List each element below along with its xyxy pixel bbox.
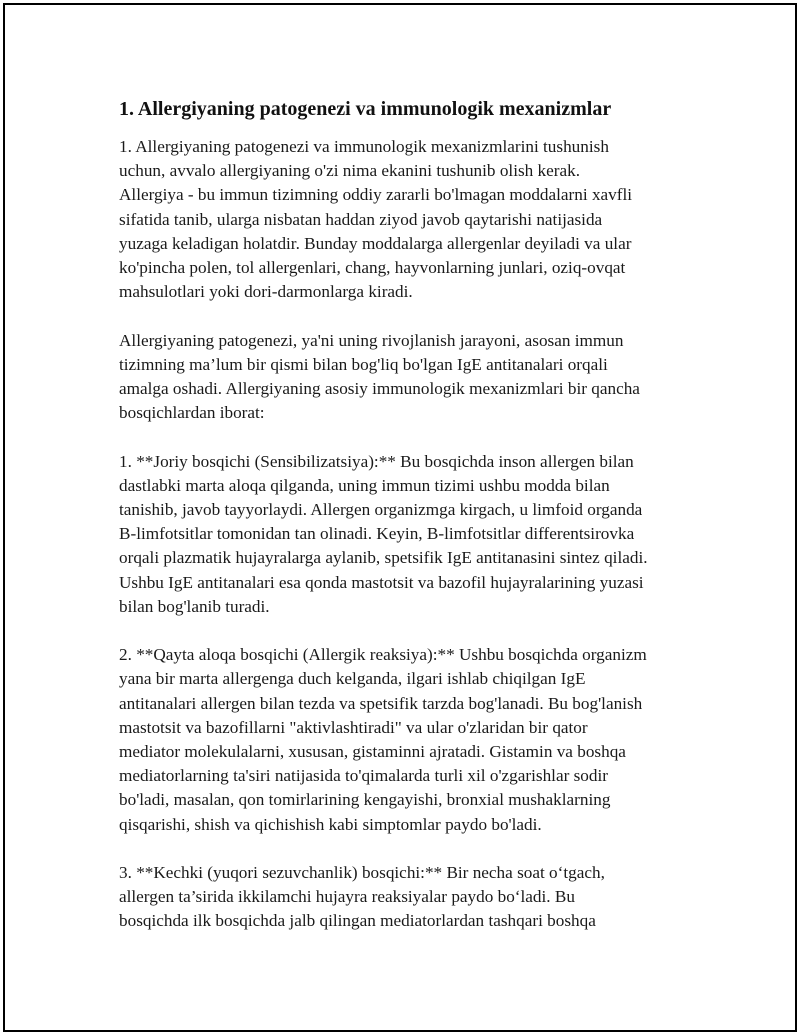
paragraph-stage-2: 2. **Qayta aloqa bosqichi (Allergik reaksiya):** Ushbu bosqichda organizm yana bir marta allergenga duch kelganda, ilgari ishlab chiqilgan IgE antitanalari allergen bilan tezda va spetsifik tarzda bog'lanadi. Bu bog'lanish mastotsit va bazofillarni "aktivlashtiradi" va ular o'zlaridan bir qator mediator molekulalarni, xususan, gistaminni ajratadi. Gistamin va boshqa mediatorlarning ta'siri natijasida to'qimalarda turli xil o'zgarishlar sodir bo'ladi, masalan, qon tomirlarining kengayishi, bronxial mushaklarning qisqarishi, shish va qichishish kabi simptomlar paydo bo'ladi. [119,645,647,834]
document-page [3,3,797,1032]
document-body [119,97,699,934]
document-title: 1. Allergiyaning patogenezi va immunologik mexanizmlar [119,98,612,120]
paragraph-stage-3: 3. **Kechki (yuqori sezuvchanlik) bosqichi:** Bir necha soat o‘tgach, allergen ta’sirida ikkilamchi hujayra reaksiyalar paydo bo‘ladi. Bu bosqichda ilk bosqichda jalb qilingan mediatorlardan tashqari boshqa [119,863,605,931]
paragraph-pathogenesis: Allergiyaning patogenezi, ya'ni uning rivojlanish jarayoni, asosan immun tizimning ma’lum bir qismi bilan bog'liq bo'lgan IgE antitanalari orqali amalga oshadi. Allergiyaning asosiy immunologik mexanizmlari bir qancha bosqichlardan iborat: [119,330,640,423]
paragraph-stage-1: 1. **Joriy bosqichi (Sensibilizatsiya):** Bu bosqichda inson allergen bilan dastlabki marta aloqa qilganda, uning immun tizimi ushbu modda bilan tanishib, javob tayyorlaydi. Allergen organizmga kirgach, u limfoid organda B-limfotsitlar tomonidan tan olinadi. Keyin, B-limfotsitlar differentsirovka orqali plazmatik hujayralarga aylanib, spetsifik IgE antitanasini sintez qiladi. Ushbu IgE antitanalari esa qonda mastotsit va bazofil hujayralarining yuzasi bilan bog'lanib turadi. [119,451,648,616]
paragraph-intro: 1. Allergiyaning patogenezi va immunologik mexanizmlarini tushunish uchun, avvalo allergiyaning o'zi nima ekanini tushunib olish kerak. Allergiya - bu immun tizimning oddiy zararli bo'lmagan moddalarni xavfli sifatida tanib, ularga nisbatan haddan ziyod javob qaytarishi natijasida yuzaga keladigan holatdir. Bunday moddalarga allergenlar deyiladi va ular ko'pincha polen, tol allergenlari, chang, hayvonlarning junlari, oziq-ovqat mahsulotlari yoki dori-darmonlarga kiradi. [119,137,633,302]
